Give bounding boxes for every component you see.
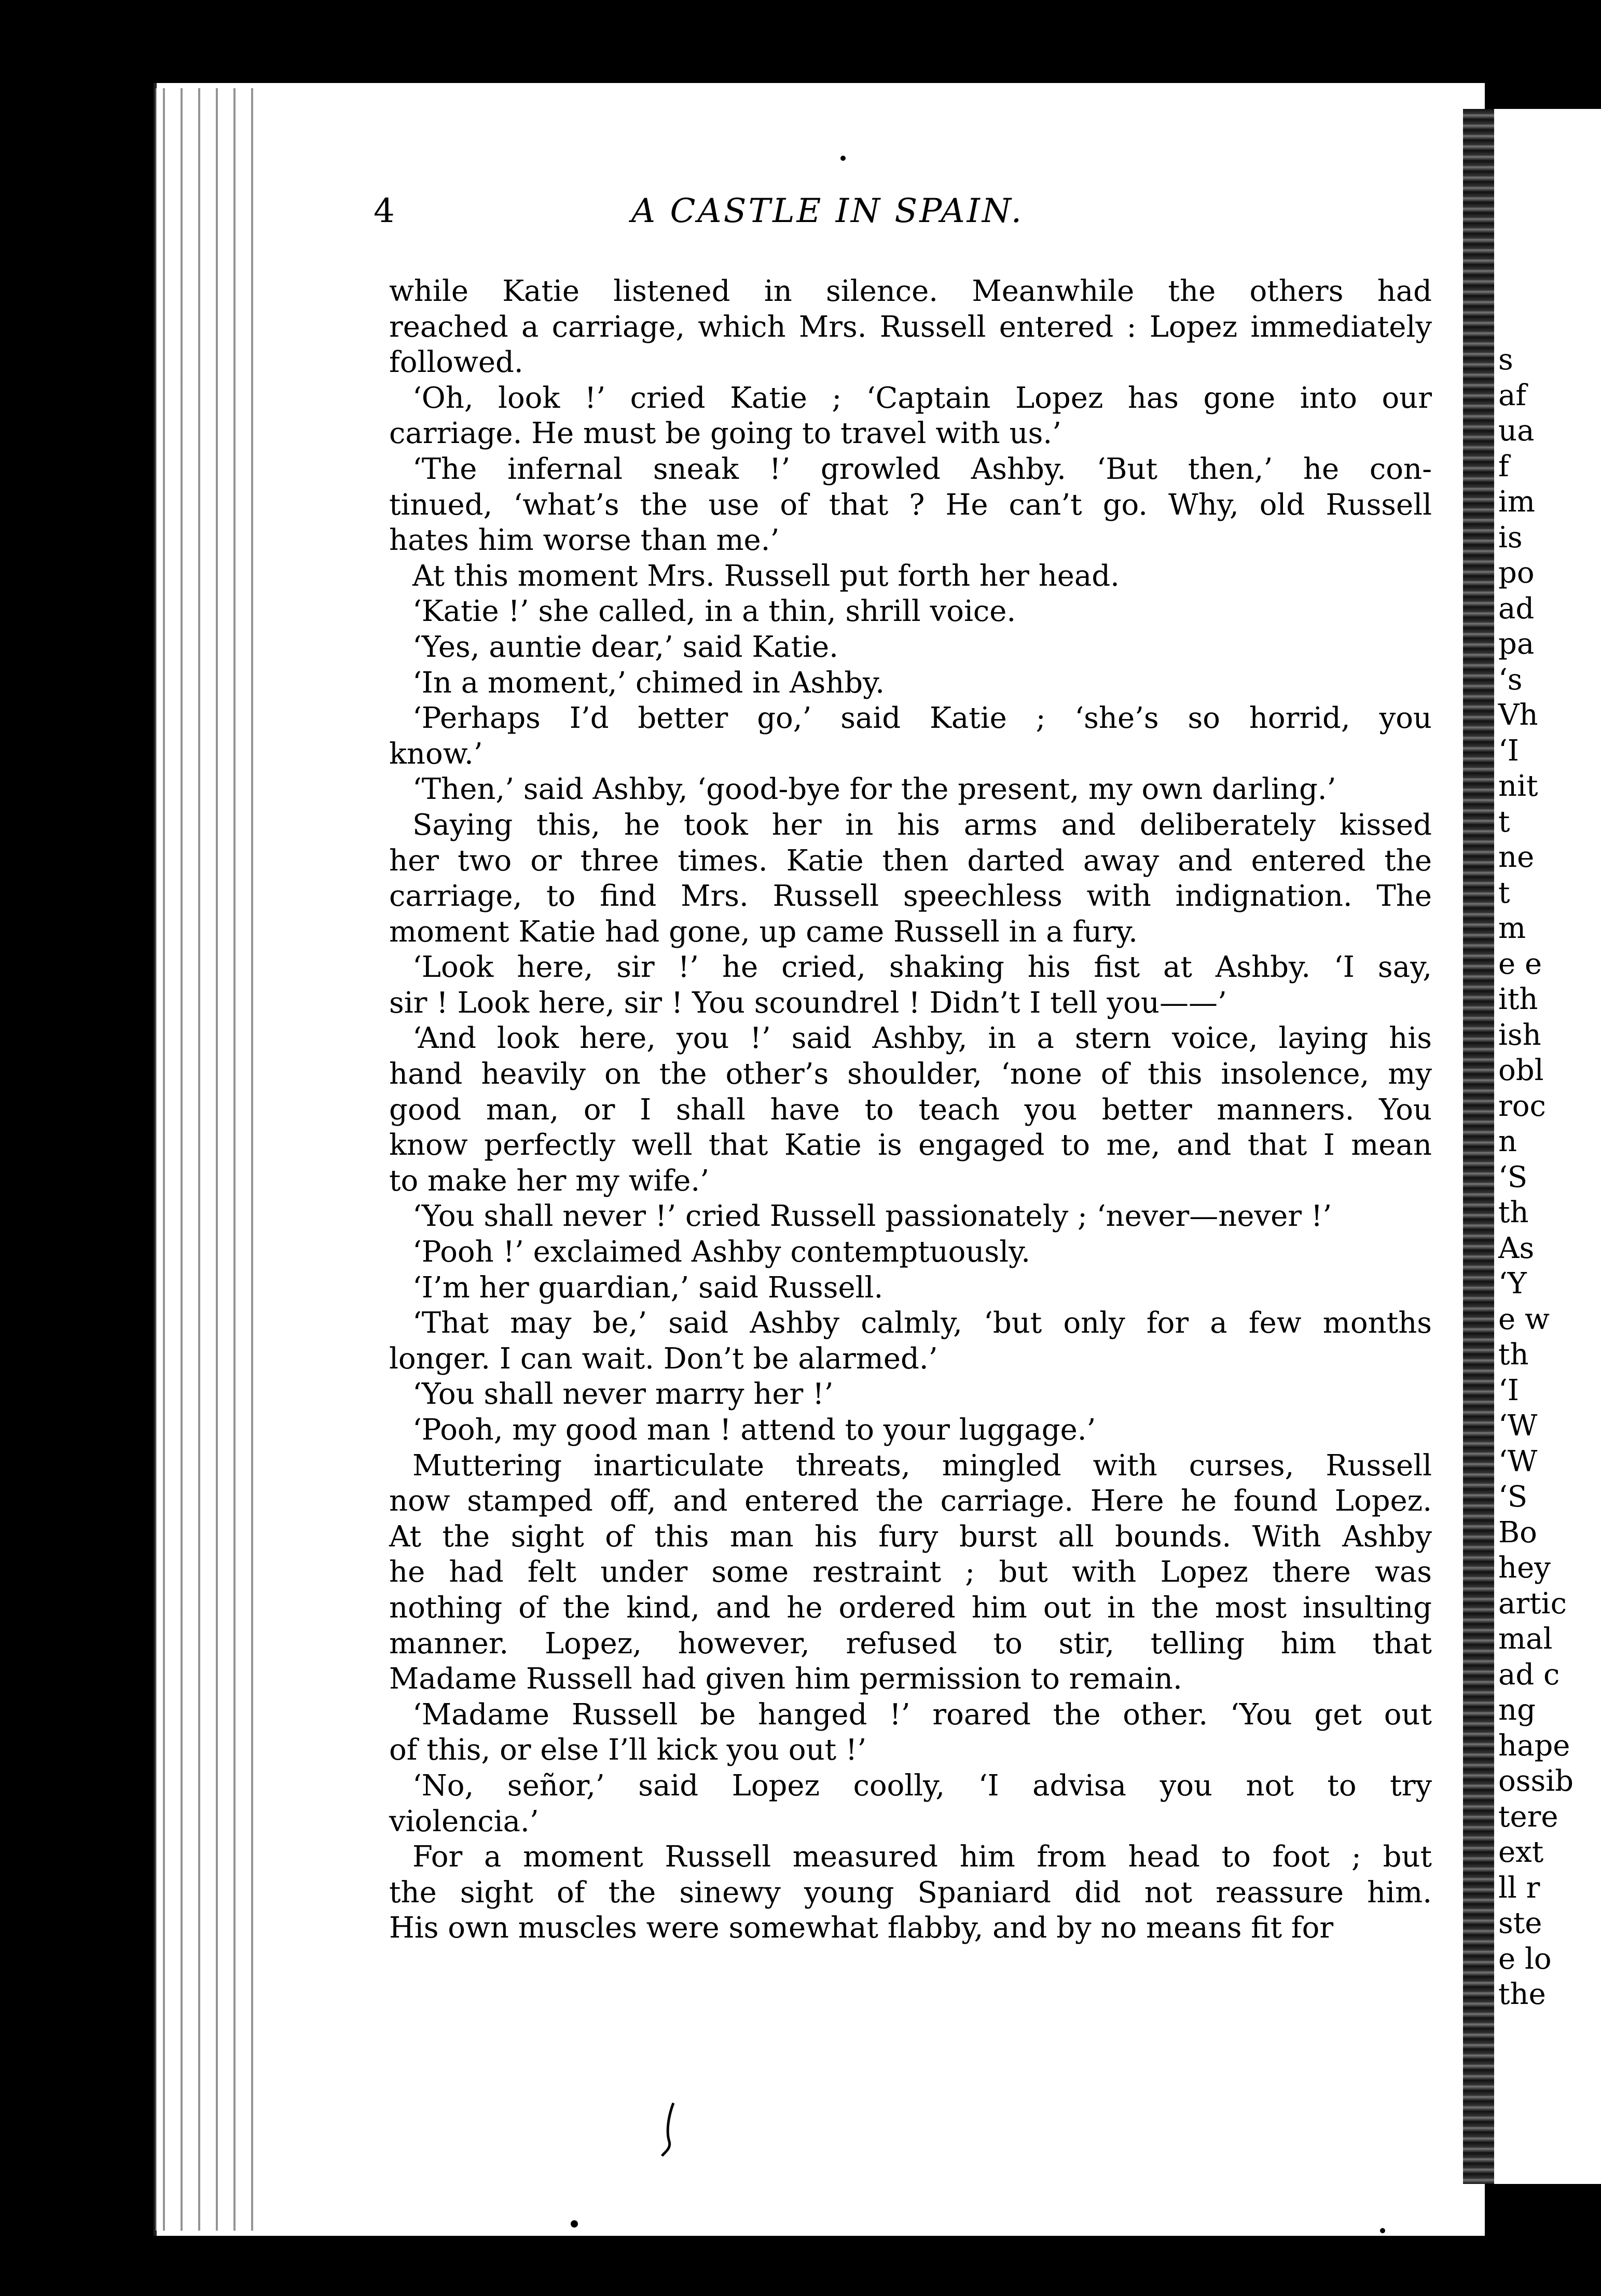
text-line: know.’ — [389, 737, 483, 771]
text-line: ‘I’m her guardian,’ said Russell. — [412, 1270, 884, 1305]
binding-gutter — [156, 88, 254, 2231]
adjacent-page-fragment: Vh — [1498, 698, 1538, 732]
text-line: carriage. He must be going to travel with us.’ — [389, 417, 1061, 451]
adjacent-page-fragment: ‘W — [1498, 1409, 1538, 1443]
text-line: hand heavily on the other’s shoulder, ‘none of this insolence, my — [389, 1057, 1432, 1091]
scan-speck — [571, 2220, 578, 2228]
text-line: carriage, to find Mrs. Russell speechless with indignation. The — [389, 879, 1432, 914]
adjacent-page-fragment: Bo — [1498, 1515, 1537, 1550]
text-line: ‘Pooh !’ exclaimed Ashby contemptuously. — [412, 1235, 1031, 1269]
text-line: he had felt under some restraint ; but with Lopez there was — [389, 1555, 1432, 1589]
text-line: ‘Then,’ said Ashby, ‘good-bye for the present, my own darling.’ — [412, 772, 1336, 807]
text-line: of this, or else I’ll kick you out !’ — [389, 1733, 867, 1767]
page-number: 4 — [374, 192, 395, 230]
text-line: ‘Katie !’ she called, in a thin, shrill voice. — [412, 594, 1016, 629]
adjacent-page-fragment: ‘Y — [1498, 1267, 1527, 1301]
text-line: the sight of the sinewy young Spaniard did not reassure him. — [389, 1875, 1432, 1910]
text-line: now stamped off, and entered the carriage. Here he found Lopez. — [389, 1484, 1432, 1518]
body-text — [389, 274, 1432, 1946]
adjacent-page-fragment: artic — [1498, 1586, 1567, 1621]
adjacent-page-fragment: ‘I — [1498, 734, 1519, 768]
adjacent-page-fragment: ste — [1498, 1906, 1542, 1940]
adjacent-page-fragment: ne — [1498, 840, 1535, 874]
text-line: longer. I can wait. Don’t be alarmed.’ — [389, 1341, 938, 1376]
text-line: ‘Pooh, my good man ! attend to your luggage.’ — [412, 1413, 1096, 1447]
scan-speck — [840, 156, 846, 161]
text-line: moment Katie had gone, up came Russell in a fury. — [389, 915, 1138, 949]
adjacent-page-fragment: As — [1498, 1231, 1535, 1265]
text-line: ‘You shall never marry her !’ — [412, 1377, 834, 1412]
adjacent-page-fragment: is — [1498, 520, 1523, 555]
adjacent-page-fragment: th — [1498, 1338, 1529, 1372]
adjacent-page-fragment: e lo — [1498, 1942, 1552, 1976]
adjacent-page-fragment: nit — [1498, 769, 1538, 803]
text-line: At this moment Mrs. Russell put forth her head. — [412, 559, 1120, 593]
text-line: ‘Yes, auntie dear,’ said Katie. — [412, 630, 838, 664]
scan-speck — [137, 903, 150, 912]
text-line: ‘You shall never !’ cried Russell passionately ; ‘never—never !’ — [412, 1199, 1332, 1234]
adjacent-page-text — [1498, 342, 1601, 2013]
scan-speck — [1380, 2228, 1385, 2233]
stray-pen-mark — [659, 2101, 680, 2158]
adjacent-page-edge — [1463, 109, 1601, 2184]
text-line: good man, or I shall have to teach you better manners. You — [389, 1092, 1432, 1127]
running-head: A CASTLE IN SPAIN. — [631, 192, 1024, 230]
text-line: while Katie listened in silence. Meanwhile the others had — [389, 274, 1432, 308]
text-line: hates him worse than me.’ — [389, 523, 780, 558]
text-line: ‘In a moment,’ chimed in Ashby. — [412, 666, 885, 700]
adjacent-page-fragment: ‘I — [1498, 1373, 1519, 1407]
adjacent-page-fragment: tere — [1498, 1800, 1558, 1834]
adjacent-page-fragment: ‘s — [1498, 662, 1523, 697]
text-line: manner. Lopez, however, refused to stir, telling him that — [389, 1626, 1432, 1661]
text-line: to make her my wife.’ — [389, 1164, 710, 1198]
text-line: nothing of the kind, and he ordered him out in the most insulting — [389, 1590, 1432, 1625]
adjacent-page-fragment: ‘W — [1498, 1444, 1538, 1478]
text-line: followed. — [389, 345, 523, 380]
text-line: ‘Oh, look !’ cried Katie ; ‘Captain Lopez has gone into our — [412, 381, 1432, 415]
adjacent-page-fragment: ad — [1498, 591, 1535, 626]
adjacent-page-fragment: ng — [1498, 1693, 1536, 1727]
text-line: ‘And look here, you !’ said Ashby, in a stern voice, laying his — [412, 1021, 1432, 1056]
adjacent-page-fragment: po — [1498, 556, 1535, 590]
adjacent-page-fragment: f — [1498, 449, 1509, 483]
adjacent-page-fragment: hape — [1498, 1728, 1570, 1763]
page-edge-shadow — [1463, 109, 1494, 2184]
adjacent-page-fragment: ll r — [1498, 1871, 1540, 1905]
text-line: ‘The infernal sneak !’ growled Ashby. ‘But then,’ he con- — [412, 452, 1432, 486]
text-line: ‘That may be,’ said Ashby calmly, ‘but only for a few months — [412, 1306, 1432, 1340]
adjacent-page-fragment: ossib — [1498, 1764, 1574, 1798]
adjacent-page-fragment: e w — [1498, 1302, 1550, 1336]
text-line: His own muscles were somewhat flabby, and by no means fit for — [389, 1911, 1334, 1945]
text-line: For a moment Russell measured him from head to foot ; but — [412, 1840, 1432, 1874]
adjacent-page-fragment: obl — [1498, 1054, 1544, 1087]
adjacent-page-fragment: n — [1498, 1125, 1517, 1158]
adjacent-page-fragment: t — [1498, 805, 1510, 839]
text-line: Saying this, he took her in his arms and deliberately kissed — [412, 808, 1432, 842]
adjacent-page-fragment: t — [1498, 876, 1510, 910]
adjacent-page-fragment: mal — [1498, 1622, 1553, 1656]
text-line: Muttering inarticulate threats, mingled with curses, Russell — [412, 1448, 1432, 1483]
adjacent-page-fragment: ith — [1498, 983, 1538, 1016]
text-line: ‘Perhaps I’d better go,’ said Katie ; ‘she’s so horrid, you — [412, 701, 1432, 736]
adjacent-page-fragment: pa — [1498, 627, 1535, 661]
adjacent-page-fragment: im — [1498, 485, 1536, 519]
adjacent-page-fragment: ish — [1498, 1018, 1541, 1052]
text-line: Madame Russell had given him permission to remain. — [389, 1662, 1182, 1696]
adjacent-page-fragment: hey — [1498, 1551, 1551, 1585]
adjacent-page-fragment: ‘S — [1498, 1160, 1528, 1194]
adjacent-page-fragment: ‘S — [1498, 1480, 1528, 1514]
text-line: reached a carriage, which Mrs. Russell entered : Lopez immediately — [389, 310, 1432, 344]
text-line: sir ! Look here, sir ! You scoundrel ! Didn’t I tell you——’ — [389, 986, 1227, 1020]
text-line: tinued, ‘what’s the use of that ? He can’t go. Why, old Russell — [389, 488, 1432, 522]
text-line: ‘No, señor,’ said Lopez coolly, ‘I advisa you not to try — [412, 1768, 1432, 1803]
text-line: ‘Madame Russell be hanged !’ roared the other. ‘You get out — [412, 1697, 1432, 1732]
adjacent-page-fragment: s — [1498, 343, 1513, 377]
adjacent-page-fragment: ext — [1498, 1835, 1544, 1869]
text-line: At the sight of this man his fury burst all bounds. With Ashby — [389, 1519, 1432, 1554]
page-header — [223, 192, 1432, 239]
adjacent-page-fragment: the — [1498, 1977, 1546, 2011]
adjacent-page-fragment: ua — [1498, 414, 1535, 448]
adjacent-page-fragment: ad c — [1498, 1657, 1560, 1692]
adjacent-page-fragment: th — [1498, 1196, 1529, 1229]
adjacent-page-fragment: af — [1498, 378, 1527, 412]
adjacent-page-fragment: e e — [1498, 947, 1542, 981]
text-line: her two or three times. Katie then darted away and entered the — [389, 843, 1432, 878]
text-line: violencia.’ — [389, 1804, 539, 1838]
text-line: know perfectly well that Katie is engaged to me, and that I mean — [389, 1128, 1432, 1163]
text-line: ‘Look here, sir !’ he cried, shaking his fist at Ashby. ‘I say, — [412, 950, 1432, 985]
adjacent-page-fragment: roc — [1498, 1089, 1546, 1123]
adjacent-page-fragment: m — [1498, 911, 1526, 945]
